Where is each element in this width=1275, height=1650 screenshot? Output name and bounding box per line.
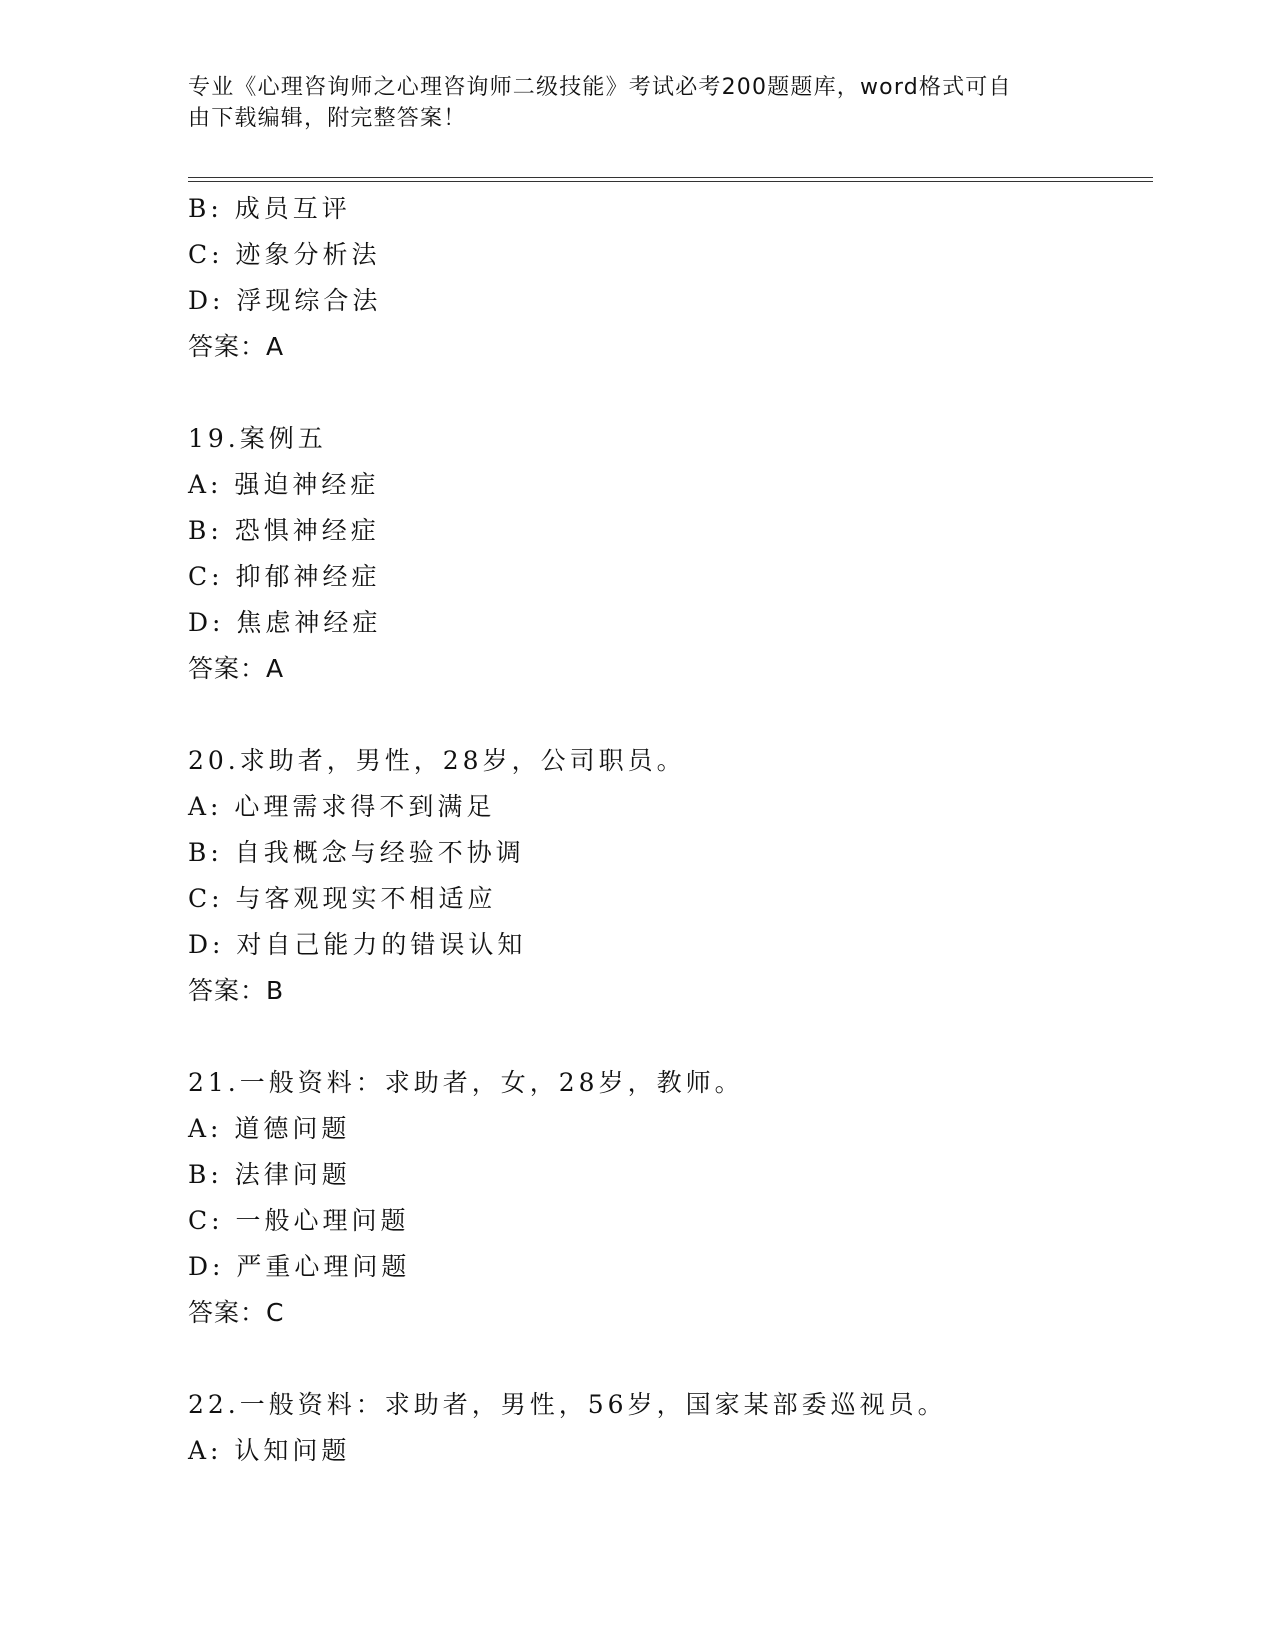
option-c: C: 与客观现实不相适应 (188, 884, 497, 913)
spacer (188, 1014, 1148, 1060)
header-line-1: 专业《心理咨询师之心理咨询师二级技能》考试必考200题题库，word格式可自 (188, 75, 1012, 100)
option-d: D: 浮现综合法 (188, 286, 382, 315)
question-20 (188, 738, 1148, 1014)
question-text: 19.案例五 (188, 424, 327, 453)
option-a: A: 道德问题 (188, 1114, 351, 1143)
option-a: A: 强迫神经症 (188, 470, 380, 499)
question-19 (188, 416, 1148, 692)
question-18-continued (188, 186, 1148, 370)
answer-line: 答案：C (188, 1298, 285, 1327)
question-text: 22.一般资料：求助者，男性，56岁，国家某部委巡视员。 (188, 1390, 947, 1419)
option-b: B: 成员互评 (188, 194, 351, 223)
option-b: B: 恐惧神经症 (188, 516, 380, 545)
option-c: C: 抑郁神经症 (188, 562, 381, 591)
spacer (188, 692, 1148, 738)
question-22 (188, 1382, 1148, 1474)
option-a: A: 心理需求得不到满足 (188, 792, 496, 821)
option-d: D: 焦虑神经症 (188, 608, 382, 637)
spacer (188, 1336, 1148, 1382)
option-d: D: 对自己能力的错误认知 (188, 930, 527, 959)
option-c: C: 一般心理问题 (188, 1206, 410, 1235)
question-text: 20.求助者，男性，28岁，公司职员。 (188, 746, 686, 775)
question-text: 21.一般资料：求助者，女，28岁，教师。 (188, 1068, 744, 1097)
document-header (188, 72, 1068, 134)
option-c: C: 迹象分析法 (188, 240, 381, 269)
answer-line: 答案：A (188, 332, 285, 361)
header-line-2: 由下载编辑，附完整答案！ (188, 106, 467, 131)
answer-line: 答案：A (188, 654, 285, 683)
header-divider-bottom (188, 181, 1153, 182)
question-list (188, 186, 1148, 1474)
option-a: A: 认知问题 (188, 1436, 351, 1465)
option-b: B: 法律问题 (188, 1160, 351, 1189)
option-b: B: 自我概念与经验不协调 (188, 838, 525, 867)
question-21 (188, 1060, 1148, 1336)
answer-line: 答案：B (188, 976, 285, 1005)
header-divider-top (188, 177, 1153, 178)
option-d: D: 严重心理问题 (188, 1252, 411, 1281)
spacer (188, 370, 1148, 416)
